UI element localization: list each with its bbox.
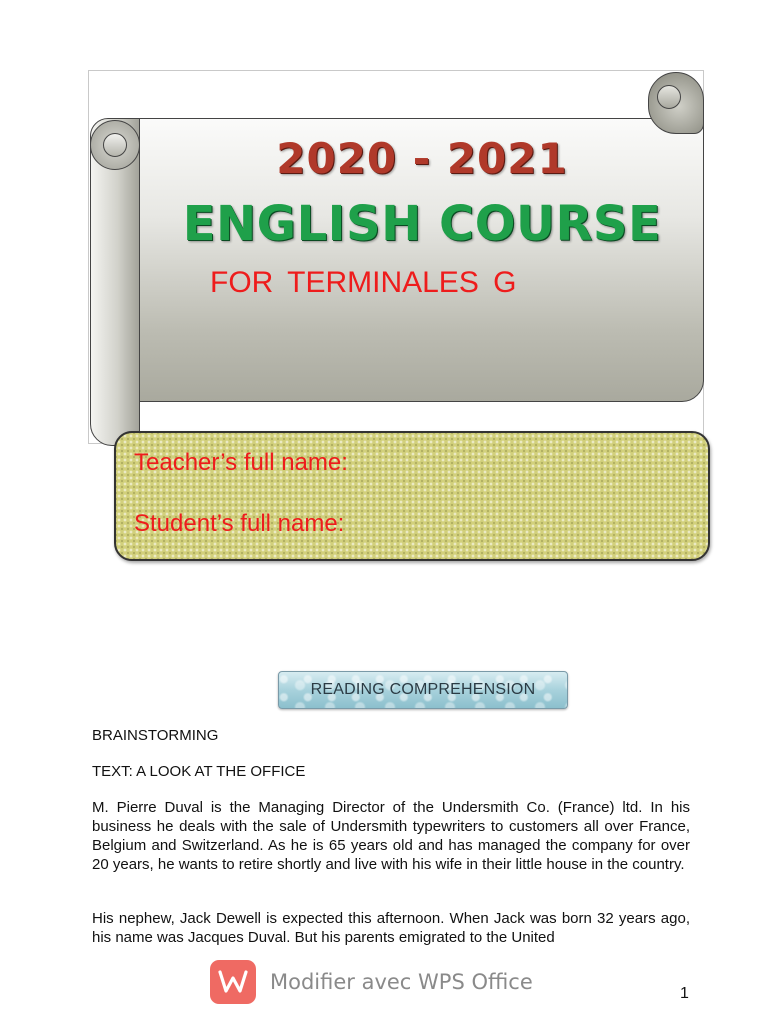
course-title: ENGLISH COURSE <box>182 196 662 252</box>
title-banner <box>88 70 708 450</box>
student-name-label: Student’s full name: <box>134 510 345 537</box>
teacher-name-label: Teacher’s full name: <box>134 449 348 476</box>
wps-edit-link[interactable]: Modifier avec WPS Office <box>270 970 533 994</box>
name-box <box>114 431 710 561</box>
paragraph-2: His nephew, Jack Dewell is expected this afternoon. When Jack was born 32 years ago, his name was Jacques Duval. But his parents emigrated to the United <box>92 910 690 946</box>
scroll-curl-icon <box>648 72 704 134</box>
reading-comprehension-heading: READING COMPREHENSION <box>278 671 568 709</box>
page-number: 1 <box>680 985 689 1002</box>
text-title: TEXT: A LOOK AT THE OFFICE <box>92 763 306 780</box>
course-subtitle: FOR TERMINALES G <box>210 266 517 299</box>
paragraph-1: M. Pierre Duval is the Managing Director of the Undersmith Co. (France) ltd. In his business he deals with the sale of Undersmith typewriters to customers all over France, Belgium and Switzerland. As he is 65 years old and has managed the company for over 20 years, he wants to retire shortly and live with his wife in their little house in the country. <box>92 799 690 873</box>
brainstorming-heading: BRAINSTORMING <box>92 727 219 744</box>
wps-w-glyph-icon <box>218 969 248 995</box>
wps-logo-icon[interactable] <box>210 960 256 1004</box>
year-title: 2020 - 2021 <box>276 134 568 183</box>
scroll-left-curl-icon <box>90 120 140 170</box>
